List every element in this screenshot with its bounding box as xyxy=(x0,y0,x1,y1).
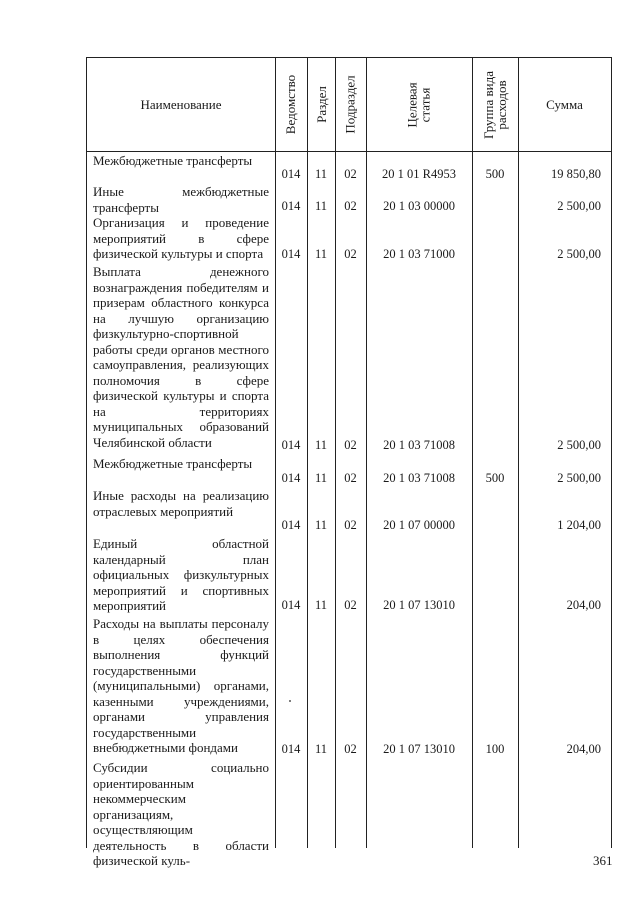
row-summa: 2 500,00 xyxy=(557,438,601,452)
scan-speck xyxy=(289,700,291,702)
header-celevaya-statya: Целевая статья xyxy=(404,81,433,128)
row-name: Организация и проведение мероприятий в сфере физической культуры и спорта xyxy=(93,215,269,261)
header-podrazdel: Подраздел xyxy=(343,75,359,134)
row-razdel: 11 xyxy=(314,199,328,213)
row-name: Субсидии социально ориентированным некоммерческим организациям, осуществляющим деятельность в области физической куль- xyxy=(93,760,269,868)
row-vedomstvo: 014 xyxy=(281,167,301,181)
row-name: Иные расходы на реализацию отраслевых мероприятий xyxy=(93,488,269,519)
header-gruppa-vida-rashodov: Группа вида расходов xyxy=(481,70,510,139)
row-name: Единый областной календарный план официальных физкультурных мероприятий и спортивных мероприятий xyxy=(93,536,269,613)
row-podrazdel: 02 xyxy=(344,167,357,181)
row-vedomstvo: 014 xyxy=(281,518,301,532)
row-vedomstvo: 014 xyxy=(281,471,301,485)
row-vedomstvo: 014 xyxy=(281,742,301,756)
row-podrazdel: 02 xyxy=(344,247,357,261)
row-summa: 2 500,00 xyxy=(557,247,601,261)
row-podrazdel: 02 xyxy=(344,438,357,452)
row-name: Межбюджетные трансферты xyxy=(93,153,253,168)
row-celevaya: 20 1 03 71008 xyxy=(383,438,455,452)
row-razdel: 11 xyxy=(314,598,328,612)
row-celevaya: 20 1 03 71000 xyxy=(383,247,455,261)
row-podrazdel: 02 xyxy=(344,471,357,485)
header-name: Наименование xyxy=(140,96,222,112)
header-razdel: Раздел xyxy=(313,86,329,123)
header-summa: Сумма xyxy=(546,96,583,112)
row-razdel: 11 xyxy=(314,247,328,261)
row-razdel: 11 xyxy=(314,167,328,181)
row-gruppa: 100 xyxy=(485,742,505,756)
row-summa: 2 500,00 xyxy=(557,199,601,213)
row-summa: 2 500,00 xyxy=(557,471,601,485)
row-vedomstvo: 014 xyxy=(281,247,301,261)
row-name: Расходы на выплаты персоналу в целях обеспечения выполнения функций государственными (муниципальными) органами, казенными учреждениями, органами управления государственными внебюджетными фондами xyxy=(93,616,269,755)
row-summa: 1 204,00 xyxy=(557,518,601,532)
row-celevaya: 20 1 03 71008 xyxy=(383,471,455,485)
row-vedomstvo: 014 xyxy=(281,598,301,612)
row-vedomstvo: 014 xyxy=(281,438,301,452)
row-razdel: 11 xyxy=(314,742,328,756)
row-podrazdel: 02 xyxy=(344,518,357,532)
header-vedomstvo: Ведомство xyxy=(283,74,299,135)
page-number: 361 xyxy=(593,853,613,868)
row-celevaya: 20 1 07 00000 xyxy=(383,518,455,532)
row-celevaya: 20 1 07 13010 xyxy=(383,598,455,612)
column-divider xyxy=(518,58,519,848)
row-razdel: 11 xyxy=(314,438,328,452)
row-gruppa: 500 xyxy=(485,167,505,181)
row-gruppa: 500 xyxy=(485,471,505,485)
header-divider xyxy=(87,151,611,152)
row-podrazdel: 02 xyxy=(344,199,357,213)
row-razdel: 11 xyxy=(314,518,328,532)
row-name: Выплата денежного вознаграждения победителям и призерам областного конкурса на лучшую организацию физкультурно-спортивной работы среди органов местного самоуправления, реализующих полномочия в сфере физической культуры и спорта на территориях муниципальных образований Челябинской области xyxy=(93,264,269,450)
row-celevaya: 20 1 07 13010 xyxy=(383,742,455,756)
row-name: Иные межбюджетные трансферты xyxy=(93,184,269,215)
row-name: Межбюджетные трансферты xyxy=(93,456,253,471)
row-summa: 19 850,80 xyxy=(551,167,601,181)
row-podrazdel: 02 xyxy=(344,598,357,612)
row-celevaya: 20 1 01 R4953 xyxy=(382,167,456,181)
row-podrazdel: 02 xyxy=(344,742,357,756)
row-summa: 204,00 xyxy=(566,742,601,756)
row-vedomstvo: 014 xyxy=(281,199,301,213)
row-summa: 204,00 xyxy=(566,598,601,612)
row-celevaya: 20 1 03 00000 xyxy=(383,199,455,213)
row-razdel: 11 xyxy=(314,471,328,485)
